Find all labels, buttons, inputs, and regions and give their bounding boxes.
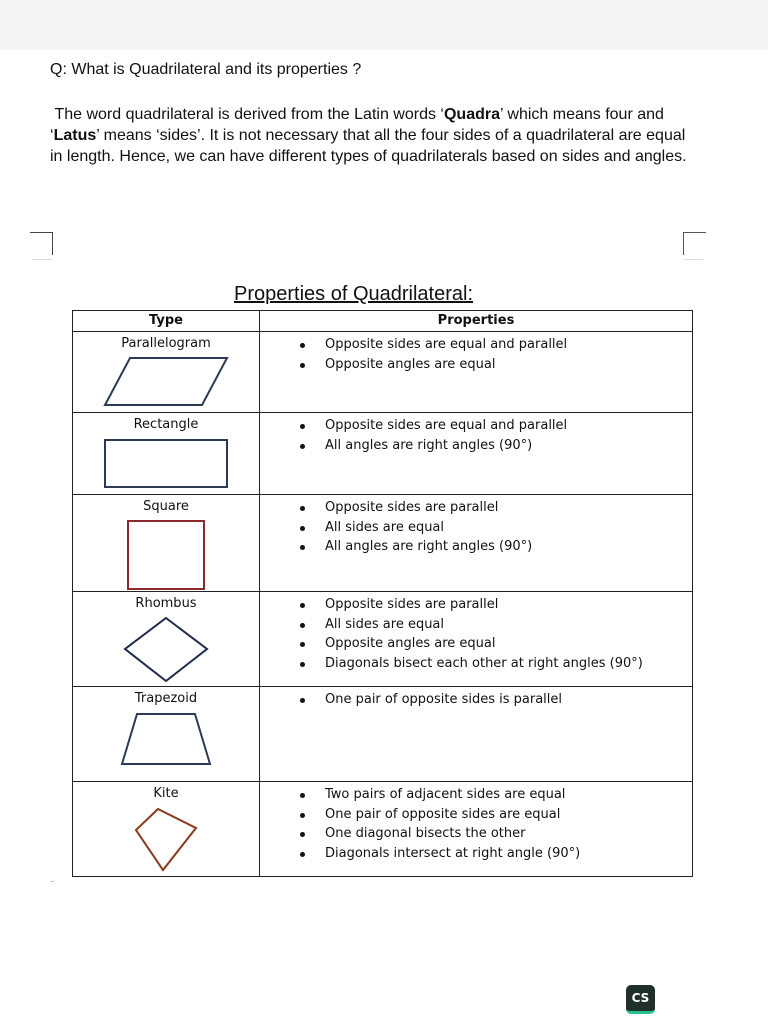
type-cell [73,413,260,495]
table-row [73,495,693,592]
page-speck [51,881,54,882]
table-row [73,592,693,687]
scan-corner-marker-right [683,232,706,255]
intro-paragraph [50,104,690,167]
intro-text-1: The word quadrilateral is derived from the Latin words ‘ [54,106,444,123]
type-name: Rhombus [135,596,197,611]
scan-corner-tick-right [683,259,703,260]
property-item: All angles are right angles (90°) [260,436,692,456]
property-item: All sides are equal [260,615,692,635]
table-title: Properties of Quadrilateral: [234,283,474,305]
properties-cell [260,495,693,592]
type-cell [73,495,260,592]
table-row [73,782,693,877]
square-icon [125,519,207,591]
intro-word-latus: Latus [53,127,97,144]
kite-icon [133,806,199,874]
properties-cell [260,332,693,413]
properties-list [260,495,692,557]
properties-cell [260,687,693,782]
property-item: Opposite sides are equal and parallel [260,335,692,355]
rectangle-icon [102,437,230,491]
properties-list [260,592,692,673]
property-item: Diagonals bisect each other at right angles (90°) [260,654,692,674]
table-row [73,687,693,782]
parallelogram-icon [101,356,231,408]
intro-text-2: ’ which means four and ‘ [50,106,664,144]
table-row [73,332,693,413]
page-top-strip [0,0,768,50]
table-header-row [73,311,693,332]
property-item: Two pairs of adjacent sides are equal [260,785,692,805]
property-item: Opposite sides are parallel [260,595,692,615]
property-item: Diagonals intersect at right angle (90°) [260,844,692,864]
property-item: Opposite angles are equal [260,355,692,375]
properties-list [260,782,692,863]
intro-text-3: ’ means ‘sides’. It is not necessary that all the four sides of a quadrilateral are equal in length. Hence, we can have different types of quadrilaterals based on sides and angles. [50,127,687,165]
property-item: Opposite angles are equal [260,634,692,654]
properties-list [260,687,692,710]
type-cell [73,782,260,877]
property-item: One pair of opposite sides is parallel [260,690,692,710]
properties-cell [260,782,693,877]
property-item: Opposite sides are parallel [260,498,692,518]
table-row [73,413,693,495]
question-heading: Q: What is Quadrilateral and its properties ? [50,61,362,78]
type-name: Kite [153,786,179,801]
property-item: All sides are equal [260,518,692,538]
type-name: Trapezoid [134,691,198,706]
type-name: Square [143,499,189,514]
properties-cell [260,592,693,687]
rhombus-icon [122,616,210,684]
type-cell [73,332,260,413]
type-name: Rectangle [133,417,199,432]
type-name: Parallelogram [121,336,211,351]
properties-cell [260,413,693,495]
property-item: Opposite sides are equal and parallel [260,416,692,436]
header-properties: Properties [260,311,693,332]
trapezoid-icon [119,711,213,767]
type-cell [73,592,260,687]
property-item: All angles are right angles (90°) [260,537,692,557]
properties-table [72,310,693,877]
properties-list [260,332,692,374]
scan-corner-tick-left [32,259,52,260]
property-item: One pair of opposite sides are equal [260,805,692,825]
type-cell [73,687,260,782]
header-type: Type [73,311,260,332]
property-item: One diagonal bisects the other [260,824,692,844]
properties-list [260,413,692,455]
intro-word-quadra: Quadra [443,106,500,123]
scan-corner-marker-left [30,232,53,255]
camscanner-logo-icon: CS [626,985,655,1014]
